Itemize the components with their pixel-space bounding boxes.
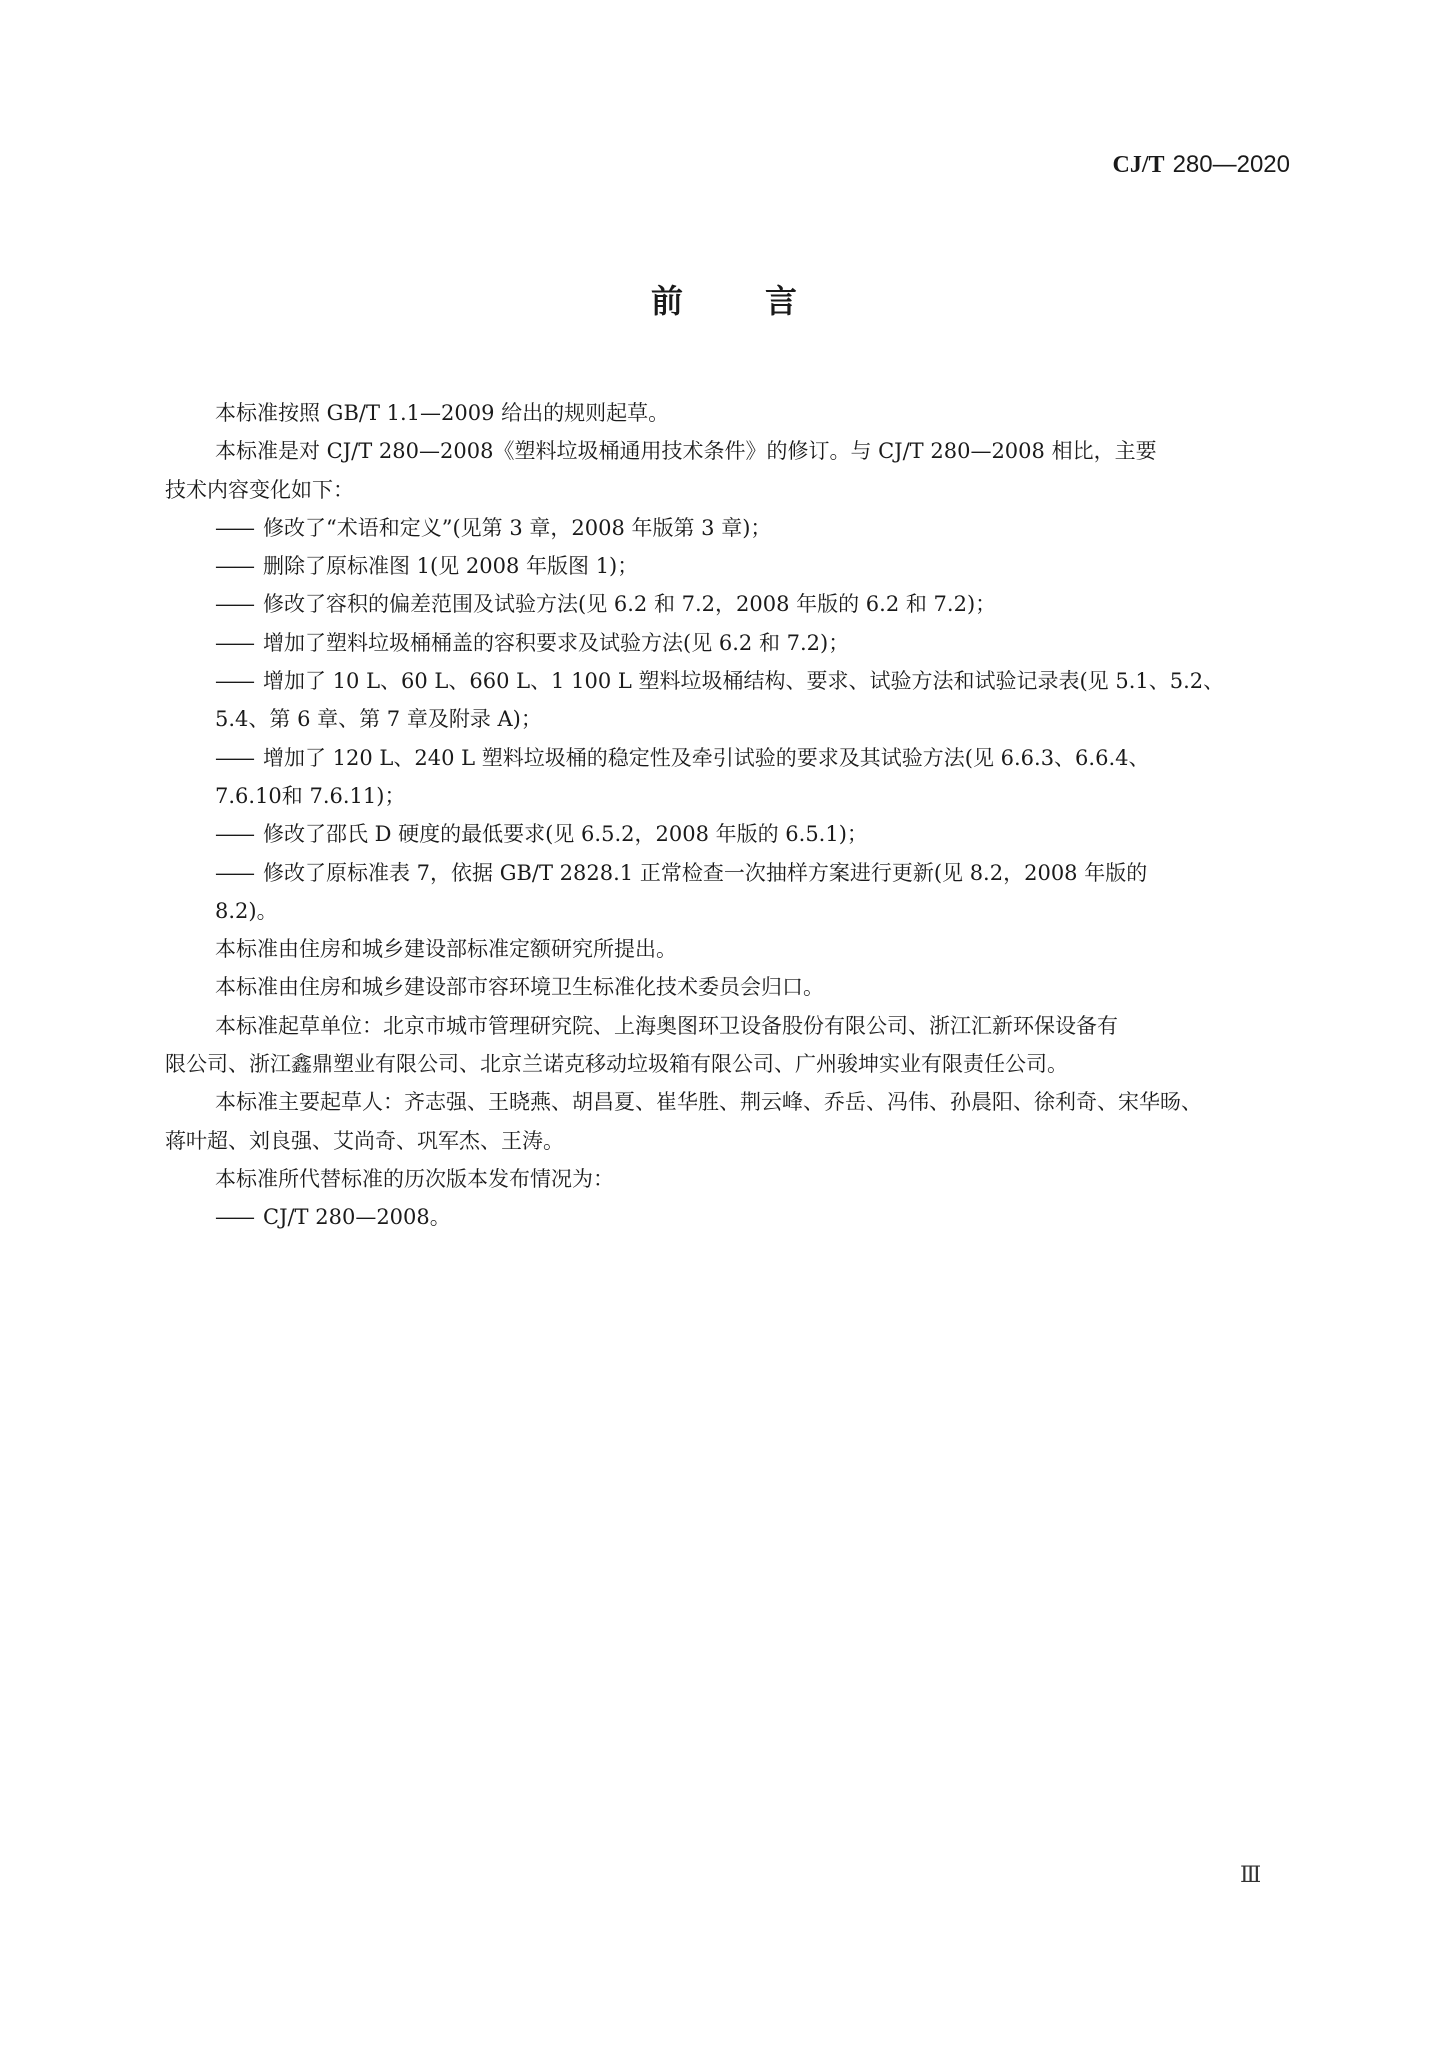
paragraph-history: 本标准所代替标准的历次版本发布情况为：	[215, 1166, 614, 1191]
change-item-continuation: 7.6.10和 7.6.11)；	[215, 783, 406, 808]
paragraph-drafters-line-1: 本标准主要起草人：齐志强、王晓燕、胡昌夏、崔华胜、荆云峰、乔岳、冯伟、孙晨阳、徐利奇、宋华旸、	[215, 1090, 1202, 1115]
title-char-2: 言	[765, 282, 798, 320]
title-char-1: 前	[650, 282, 683, 320]
paragraph-drafters-line-2: 蒋叶超、刘良强、艾尚奇、巩军杰、王涛。	[165, 1128, 564, 1153]
change-list-item	[165, 739, 1285, 816]
dash-marker: ——	[215, 630, 253, 655]
change-item-text: 修改了容积的偏差范围及试验方法(见 6.2 和 7.2，2008 年版的 6.2 和 7.2)；	[263, 592, 997, 617]
foreword-body	[165, 394, 1285, 1237]
change-item-text: 修改了原标准表 7，依据 GB/T 2828.1 正常检查一次抽样方案进行更新(见 8.2，2008 年版的	[263, 860, 1148, 885]
page-number: Ⅲ	[1240, 1862, 1262, 1887]
dash-marker: ——	[215, 554, 253, 579]
standard-code-prefix: CJ/T	[1112, 152, 1165, 178]
standard-code-number: 280—2020	[1172, 151, 1290, 178]
change-item-text: 增加了塑料垃圾桶桶盖的容积要求及试验方法(见 6.2 和 7.2)；	[263, 630, 850, 655]
paragraph-proposer: 本标准由住房和城乡建设部标准定额研究所提出。	[215, 937, 677, 962]
change-list-item	[165, 815, 1285, 853]
change-list-item	[165, 585, 1285, 623]
dash-marker: ——	[215, 592, 253, 617]
dash-marker: ——	[215, 515, 253, 540]
change-list-item	[165, 854, 1285, 931]
paragraph-drafting-units-line-2: 限公司、浙江鑫鼎塑业有限公司、北京兰诺克移动垃圾箱有限公司、广州骏坤实业有限责任公司。	[165, 1052, 1068, 1077]
change-list-item	[165, 662, 1285, 739]
change-item-text: 修改了邵氏 D 硬度的最低要求(见 6.5.2，2008 年版的 6.5.1)；	[263, 822, 868, 847]
dash-marker: ——	[215, 1205, 253, 1230]
change-list-item	[165, 547, 1285, 585]
change-item-text: 增加了 120 L、240 L 塑料垃圾桶的稳定性及牵引试验的要求及其试验方法(见 6.6.3、6.6.4、	[263, 745, 1150, 770]
paragraph-drafting-units-line-1: 本标准起草单位：北京市城市管理研究院、上海奥图环卫设备股份有限公司、浙江汇新环保设备有	[215, 1013, 1118, 1038]
dash-marker: ——	[215, 822, 253, 847]
change-item-continuation: 8.2)。	[215, 898, 278, 923]
dash-marker: ——	[215, 745, 253, 770]
dash-marker: ——	[215, 669, 253, 694]
change-list-item	[165, 509, 1285, 547]
paragraph-drafting-rules: 本标准按照 GB/T 1.1—2009 给出的规则起草。	[215, 401, 670, 425]
change-item-text: 删除了原标准图 1(见 2008 年版图 1)；	[263, 554, 639, 579]
history-item-text: CJ/T 280—2008。	[263, 1205, 451, 1230]
history-list-item	[165, 1198, 1285, 1236]
standard-code	[1113, 150, 1290, 179]
paragraph-revision-line-2: 技术内容变化如下：	[165, 477, 354, 502]
change-list-item	[165, 624, 1285, 662]
page-title	[0, 276, 1448, 322]
paragraph-revision-line-1: 本标准是对 CJ/T 280—2008《塑料垃圾桶通用技术条件》的修订。与 CJ/T 280—2008 相比，主要	[215, 439, 1157, 464]
change-item-text: 修改了“术语和定义”(见第 3 章，2008 年版第 3 章)；	[263, 515, 772, 540]
change-item-continuation: 5.4、第 6 章、第 7 章及附录 A)；	[215, 707, 542, 732]
dash-marker: ——	[215, 860, 253, 885]
paragraph-technical-committee: 本标准由住房和城乡建设部市容环境卫生标准化技术委员会归口。	[215, 975, 824, 1000]
change-item-text: 增加了 10 L、60 L、660 L、1 100 L 塑料垃圾桶结构、要求、试验方法和试验记录表(见 5.1、5.2、	[263, 669, 1225, 694]
